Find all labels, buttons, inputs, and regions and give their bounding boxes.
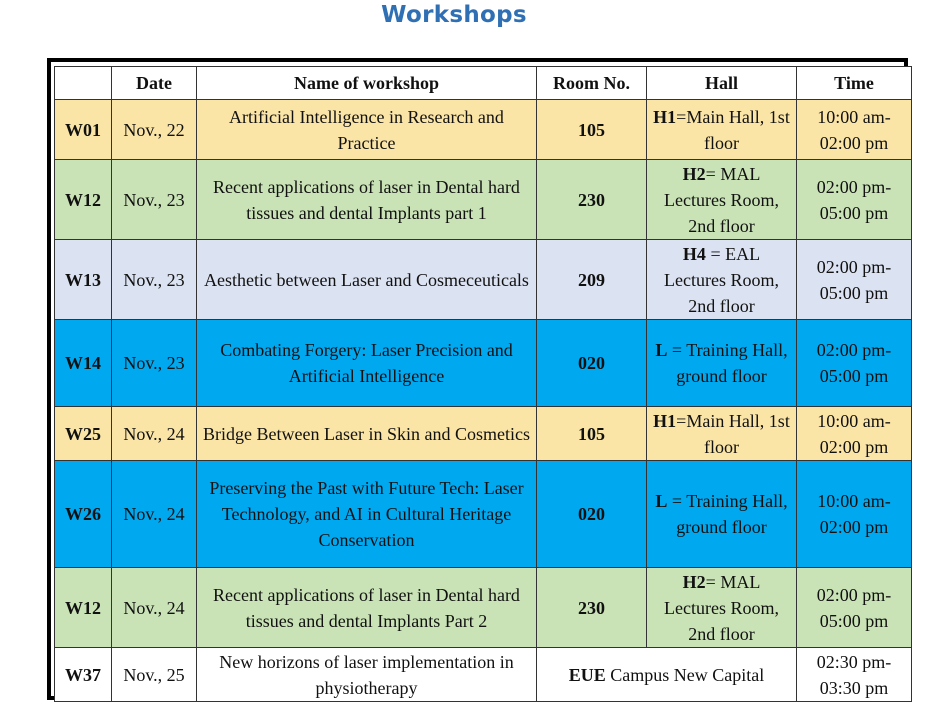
workshop-name: Recent applications of laser in Dental hard tissues and dental Implants Part 2 bbox=[197, 568, 537, 648]
workshop-time: 02:00 pm-05:00 pm bbox=[797, 568, 912, 648]
table-row bbox=[55, 320, 912, 407]
table-row bbox=[55, 648, 912, 702]
hall-key: L bbox=[655, 340, 668, 360]
workshops-table bbox=[54, 66, 912, 702]
table-row bbox=[55, 160, 912, 240]
hall-cell bbox=[647, 461, 797, 568]
workshop-date: Nov., 25 bbox=[112, 648, 197, 702]
hall-desc: = Training Hall, ground floor bbox=[667, 340, 788, 386]
venue-desc: Campus New Capital bbox=[605, 664, 765, 685]
workshop-date: Nov., 22 bbox=[112, 100, 197, 160]
room-number: 105 bbox=[537, 407, 647, 461]
hall-cell bbox=[647, 320, 797, 407]
workshop-code: W12 bbox=[55, 568, 112, 648]
workshop-code: W25 bbox=[55, 407, 112, 461]
table-row bbox=[55, 240, 912, 320]
workshop-time: 02:00 pm-05:00 pm bbox=[797, 320, 912, 407]
workshop-date: Nov., 23 bbox=[112, 320, 197, 407]
workshop-name: Bridge Between Laser in Skin and Cosmetics bbox=[197, 407, 537, 461]
workshop-date: Nov., 24 bbox=[112, 461, 197, 568]
workshop-date: Nov., 24 bbox=[112, 407, 197, 461]
room-number: 230 bbox=[537, 568, 647, 648]
workshop-date: Nov., 23 bbox=[112, 240, 197, 320]
room-number: 209 bbox=[537, 240, 647, 320]
room-number: 230 bbox=[537, 160, 647, 240]
table-row bbox=[55, 100, 912, 160]
workshop-date: Nov., 24 bbox=[112, 568, 197, 648]
hall-desc: = EAL Lectures Room, 2nd floor bbox=[664, 243, 779, 316]
room-number: 020 bbox=[537, 320, 647, 407]
hall-key: H4 bbox=[682, 243, 706, 264]
workshops-table-frame bbox=[47, 58, 908, 700]
header-date: Date bbox=[112, 67, 197, 100]
workshop-code: W13 bbox=[55, 240, 112, 320]
workshop-name: Preserving the Past with Future Tech: Laser Technology, and AI in Cultural Heritage Conservation bbox=[197, 461, 537, 568]
header-time: Time bbox=[797, 67, 912, 100]
page-title: Workshops bbox=[381, 2, 527, 28]
table-row bbox=[55, 407, 912, 461]
table-row bbox=[55, 568, 912, 648]
hall-cell bbox=[647, 240, 797, 320]
header-hall: Hall bbox=[647, 67, 797, 100]
hall-key: L bbox=[655, 491, 668, 511]
hall-key: H2 bbox=[682, 163, 706, 184]
hall-cell bbox=[647, 568, 797, 648]
workshop-code: W14 bbox=[55, 320, 112, 407]
workshop-name: Combating Forgery: Laser Precision and Artificial Intelligence bbox=[197, 320, 537, 407]
hall-key: H2 bbox=[682, 571, 706, 592]
venue-key: EUE bbox=[568, 664, 606, 685]
room-number: 105 bbox=[537, 100, 647, 160]
hall-desc: = Training Hall, ground floor bbox=[667, 491, 788, 537]
hall-cell bbox=[647, 100, 797, 160]
hall-desc: = MAL Lectures Room, 2nd floor bbox=[664, 163, 779, 236]
workshop-name: Artificial Intelligence in Research and Practice bbox=[197, 100, 537, 160]
workshop-code: W37 bbox=[55, 648, 112, 702]
workshop-time: 02:00 pm-05:00 pm bbox=[797, 240, 912, 320]
workshop-time: 02:30 pm-03:30 pm bbox=[797, 648, 912, 702]
workshop-name: Aesthetic between Laser and Cosmeceuticals bbox=[197, 240, 537, 320]
workshop-name: New horizons of laser implementation in physiotherapy bbox=[197, 648, 537, 702]
header-row bbox=[55, 67, 912, 100]
workshop-time: 10:00 am-02:00 pm bbox=[797, 100, 912, 160]
hall-cell bbox=[647, 160, 797, 240]
header-code bbox=[55, 67, 112, 100]
hall-desc: =Main Hall, 1st floor bbox=[676, 106, 790, 153]
venue-cell bbox=[537, 648, 797, 702]
workshop-date: Nov., 23 bbox=[112, 160, 197, 240]
header-name: Name of workshop bbox=[197, 67, 537, 100]
workshop-time: 02:00 pm-05:00 pm bbox=[797, 160, 912, 240]
room-number: 020 bbox=[537, 461, 647, 568]
hall-key: H1 bbox=[653, 410, 677, 431]
hall-desc: = MAL Lectures Room, 2nd floor bbox=[664, 571, 779, 644]
workshop-time: 10:00 am-02:00 pm bbox=[797, 407, 912, 461]
workshop-name: Recent applications of laser in Dental hard tissues and dental Implants part 1 bbox=[197, 160, 537, 240]
header-room: Room No. bbox=[537, 67, 647, 100]
hall-desc: =Main Hall, 1st floor bbox=[676, 410, 790, 457]
table-row bbox=[55, 461, 912, 568]
hall-key: H1 bbox=[653, 106, 677, 127]
workshop-code: W01 bbox=[55, 100, 112, 160]
hall-cell bbox=[647, 407, 797, 461]
workshop-code: W12 bbox=[55, 160, 112, 240]
workshop-time: 10:00 am-02:00 pm bbox=[797, 461, 912, 568]
workshop-code: W26 bbox=[55, 461, 112, 568]
